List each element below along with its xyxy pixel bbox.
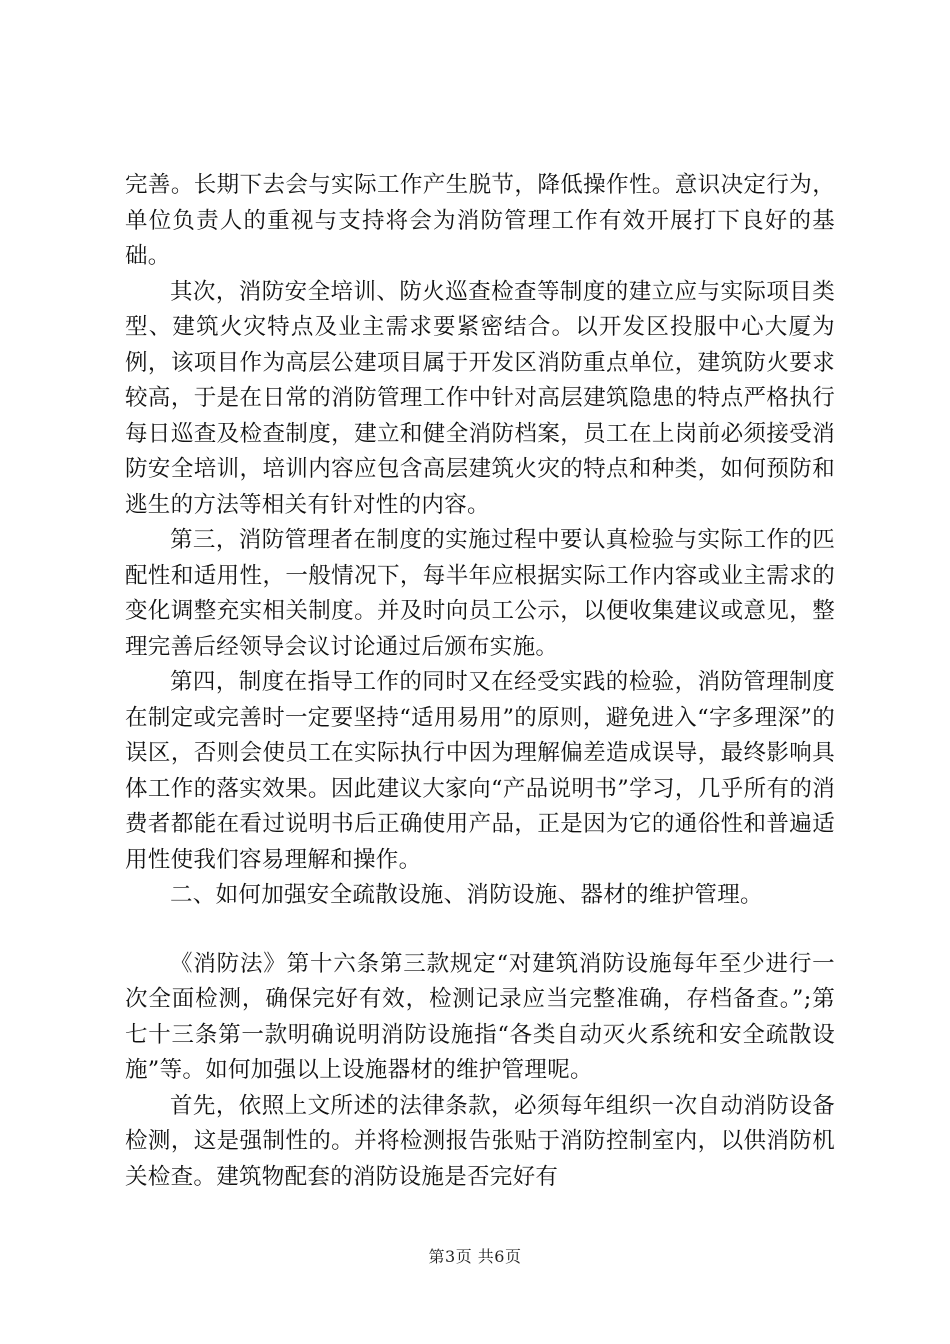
paragraph-second-point: 其次，消防安全培训、防火巡查检查等制度的建立应与实际项目类型、建筑火灾特点及业主需求要紧密结合。以开发区投服中心大厦为例，该项目作为高层公建项目属于开发区消防重点单位，建筑防火要求较高，于是在日常的消防管理工作中针对高层建筑隐患的特点严格执行每日巡查及检查制度，建立和健全消防档案，员工在上岗前必须接受消防安全培训，培训内容应包含高层建筑火灾的特点和种类，如何预防和逃生的方法等相关有针对性的内容。 bbox=[125, 278, 835, 518]
paragraph-fourth-point: 第四，制度在指导工作的同时又在经受实践的检验，消防管理制度在制定或完善时一定要坚持“适用易用”的原则，避免进入“字多理深”的误区，否则会使员工在实际执行中因为理解偏差造成误导，最终影响具体工作的落实效果。因此建议大家向“产品说明书”学习，几乎所有的消费者都能在看过说明书后正确使用产品，正是因为它的通俗性和普遍适用性使我们容易理解和操作。 bbox=[125, 669, 835, 873]
paragraph-fire-law: 《消防法》第十六条第三款规定“对建筑消防设施每年至少进行一次全面检测，确保完好有效，检测记录应当完整准确，存档备查。”;第七十三条第一款明确说明消防设施指“各类自动灭火系统和安全疏散设施”等。如何加强以上设施器材的维护管理呢。 bbox=[125, 950, 835, 1083]
page-number-footer: 第3页 共6页 bbox=[428, 1247, 522, 1266]
paragraph-first-measure: 首先，依照上文所述的法律条款，必须每年组织一次自动消防设备检测，这是强制性的。并将检测报告张贴于消防控制室内，以供消防机关检查。建筑物配套的消防设施是否完好有 bbox=[125, 1092, 835, 1190]
document-body bbox=[125, 168, 835, 1195]
paragraph-third-point: 第三，消防管理者在制度的实施过程中要认真检验与实际工作的匹配性和适用性，一般情况下，每半年应根据实际工作内容或业主需求的变化调整充实相关制度。并及时向员工公示，以便收集建议或意见，整理完善后经领导会议讨论通过后颁布实施。 bbox=[125, 527, 835, 660]
section-heading: 二、如何加强安全疏散设施、消防设施、器材的维护管理。 bbox=[170, 882, 763, 908]
paragraph-continuation: 完善。长期下去会与实际工作产生脱节，降低操作性。意识决定行为，单位负责人的重视与支持将会为消防管理工作有效开展打下良好的基础。 bbox=[125, 172, 835, 269]
